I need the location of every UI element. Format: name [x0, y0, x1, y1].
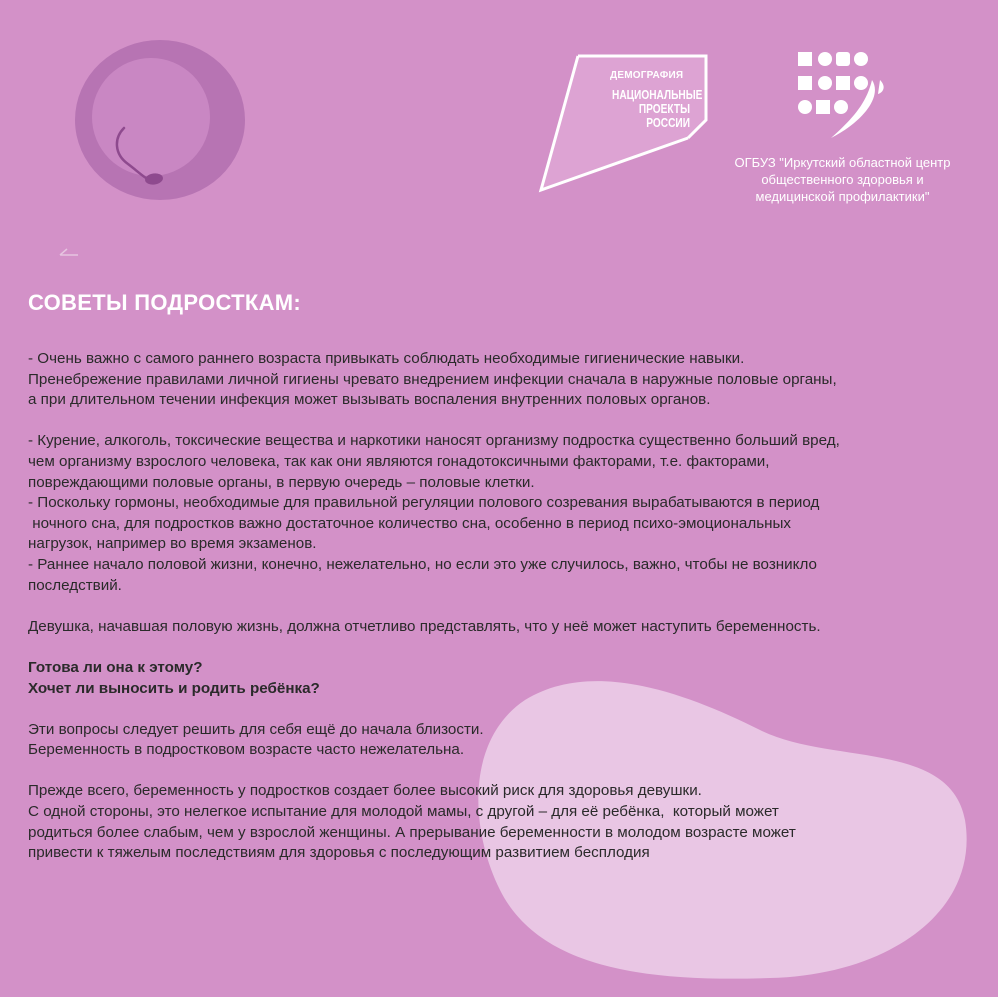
- paragraph-hygiene: - Очень важно с самого раннего возраста привыкать соблюдать необходимые гигиенические навыки. Пренебрежение правилами личной гигиены чревато внедрением инфекции сначала в наружные половые органы, а при длительном течении инфекция может вызывать воспаления внутренних половых органов.: [28, 350, 837, 409]
- paragraph-questions: Готова ли она к этому? Хочет ли выносить и родить ребёнка?: [28, 658, 320, 697]
- paragraph-smoking: - Курение, алкоголь, токсические вещества и наркотики наносят организму подростка существенно больший вред, чем организму взрослого человека, так как они являются гонадотоксичными факторами, т.е. факторами, повреждающими половые органы, в первую очередь – половые клетки.: [28, 432, 840, 491]
- national-projects-title: НАЦИОНАЛЬНЫЕ ПРОЕКТЫ РОССИИ: [612, 87, 703, 130]
- advice-text: [28, 349, 983, 864]
- sperm-cell-icon: [100, 120, 180, 200]
- organization-name: ОГБУЗ "Иркутский областной центр общественного здоровья и медицинской профилактики": [734, 155, 951, 204]
- national-projects-subtitle: ДЕМОГРАФИЯ: [610, 70, 684, 81]
- national-projects-logo: [538, 50, 708, 195]
- arrow-icon: [58, 245, 80, 259]
- paragraph-sleep: - Поскольку гормоны, необходимые для правильной регуляции полового созревания вырабатываются в период ночного сна, для подростков важно достаточное количество сна, особенно в период психо-эмоциональных нагрузок, например во время экзаменов.: [28, 494, 820, 553]
- organization-logo-icon: [796, 50, 886, 142]
- paragraph-decision: Эти вопросы следует решить для себя ещё до начала близости. Беременность в подростковом возрасте часто нежелательна.: [28, 720, 484, 759]
- paragraph-risks: Прежде всего, беременность у подростков создает более высокий риск для здоровья девушки. С одной стороны, это нелегкое испытание для молодой мамы, с другой – для её ребёнка, который может родиться более слабым, чем у взрослой женщины. А прерывание беременности в молодом возрасте может привести к тяжелым последствиям для здоровья с последующим развитием бесплодия: [28, 782, 796, 862]
- paragraph-pregnancy-awareness: Девушка, начавшая половую жизнь, должна отчетливо представлять, что у неё может наступить беременность.: [28, 617, 821, 635]
- paragraph-early-start: - Раннее начало половой жизни, конечно, нежелательно, но если это уже случилось, важно, чтобы не возникло последствий.: [28, 555, 817, 594]
- page-title: СОВЕТЫ ПОДРОСТКАМ:: [28, 290, 302, 315]
